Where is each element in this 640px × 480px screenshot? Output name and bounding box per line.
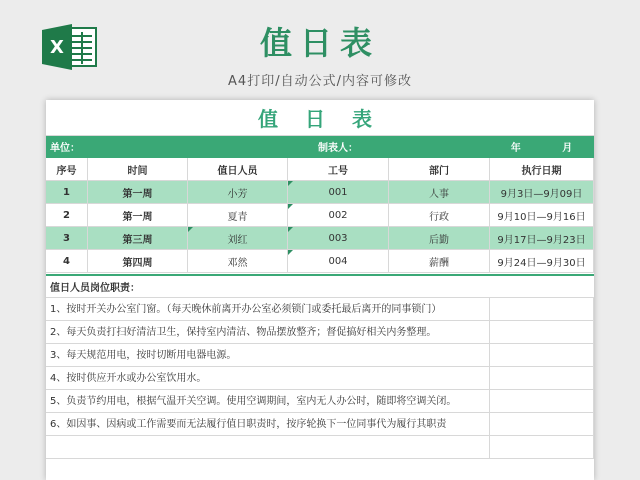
table-row <box>46 250 594 273</box>
duty-item[interactable] <box>46 298 594 321</box>
duty-item[interactable] <box>46 321 594 344</box>
row-person[interactable]: 小芳 <box>188 181 288 204</box>
row-person[interactable]: 刘红 <box>188 227 288 250</box>
row-dept[interactable]: 人事 <box>389 181 490 204</box>
row-week[interactable]: 第一周 <box>88 204 188 227</box>
table-header-row <box>46 158 594 181</box>
column-header[interactable]: 时间 <box>88 158 188 181</box>
row-number[interactable]: 4 <box>46 250 88 273</box>
column-header[interactable]: 部门 <box>389 158 490 181</box>
duty-text: 5、负责节约用电，根据气温开关空调。使用空调期间，室内无人办公时，随即将空调关闭。 <box>50 396 457 407</box>
sheet-title: 值 日 表 <box>46 100 594 136</box>
duty-item[interactable] <box>46 390 594 413</box>
row-id[interactable]: 001 <box>288 181 389 204</box>
duty-item[interactable] <box>46 367 594 390</box>
row-dept[interactable]: 薪酬 <box>389 250 490 273</box>
maker-value[interactable] <box>389 136 490 158</box>
row-week[interactable]: 第四周 <box>88 250 188 273</box>
column-header[interactable]: 序号 <box>46 158 88 181</box>
duty-text: 1、按时开关办公室门窗。（每天晚休前离开办公室必须锁门或委托最后离开的同事锁门） <box>50 304 442 315</box>
duty-text: 4、按时供应开水或办公室饮用水。 <box>50 373 207 384</box>
row-id[interactable]: 004 <box>288 250 389 273</box>
column-header[interactable]: 工号 <box>288 158 389 181</box>
duty-item[interactable] <box>46 413 594 436</box>
row-date[interactable]: 9月17日—9月23日 <box>490 227 594 250</box>
row-date[interactable]: 9月10日—9月16日 <box>490 204 594 227</box>
duty-text: 2、每天负责打扫好清洁卫生，保持室内清洁、物品摆放整齐；督促搞好相关内务整理。 <box>50 327 437 338</box>
row-id[interactable]: 002 <box>288 204 389 227</box>
row-dept[interactable]: 后勤 <box>389 227 490 250</box>
date-cell[interactable] <box>490 136 594 158</box>
unit-value[interactable] <box>188 136 288 158</box>
unit-label[interactable]: 单位： <box>46 136 188 158</box>
month-label: 月 <box>562 143 573 154</box>
svg-text:X: X <box>50 37 64 58</box>
row-week[interactable]: 第一周 <box>88 181 188 204</box>
duty-text: 6、如因事、因病或工作需要而无法履行值日职责时，按序轮换下一位同事代为履行其职责 <box>50 419 447 430</box>
row-week[interactable]: 第三周 <box>88 227 188 250</box>
page-subtitle: A4打印/自动公式/内容可修改 <box>228 74 412 89</box>
column-header[interactable]: 执行日期 <box>490 158 594 181</box>
year-label: 年 <box>510 143 521 154</box>
row-person[interactable]: 夏青 <box>188 204 288 227</box>
duty-text: 3、每天规范用电，按时切断用电器电源。 <box>50 350 237 361</box>
spreadsheet <box>46 100 594 480</box>
maker-label[interactable]: 制表人： <box>288 136 389 158</box>
duty-item[interactable] <box>46 344 594 367</box>
table-row <box>46 181 594 204</box>
row-number[interactable]: 3 <box>46 227 88 250</box>
row-dept[interactable]: 行政 <box>389 204 490 227</box>
empty-row[interactable] <box>46 436 594 459</box>
row-number[interactable]: 2 <box>46 204 88 227</box>
column-header[interactable]: 值日人员 <box>188 158 288 181</box>
row-id[interactable]: 003 <box>288 227 389 250</box>
page-title: 值日表 <box>259 24 380 62</box>
info-row <box>46 136 594 158</box>
row-number[interactable]: 1 <box>46 181 88 204</box>
table-row <box>46 204 594 227</box>
row-date[interactable]: 9月3日—9月09日 <box>490 181 594 204</box>
table-row <box>46 227 594 250</box>
row-person[interactable]: 邓然 <box>188 250 288 273</box>
duties-title: 值日人员岗位职责： <box>46 274 594 298</box>
row-date[interactable]: 9月24日—9月30日 <box>490 250 594 273</box>
